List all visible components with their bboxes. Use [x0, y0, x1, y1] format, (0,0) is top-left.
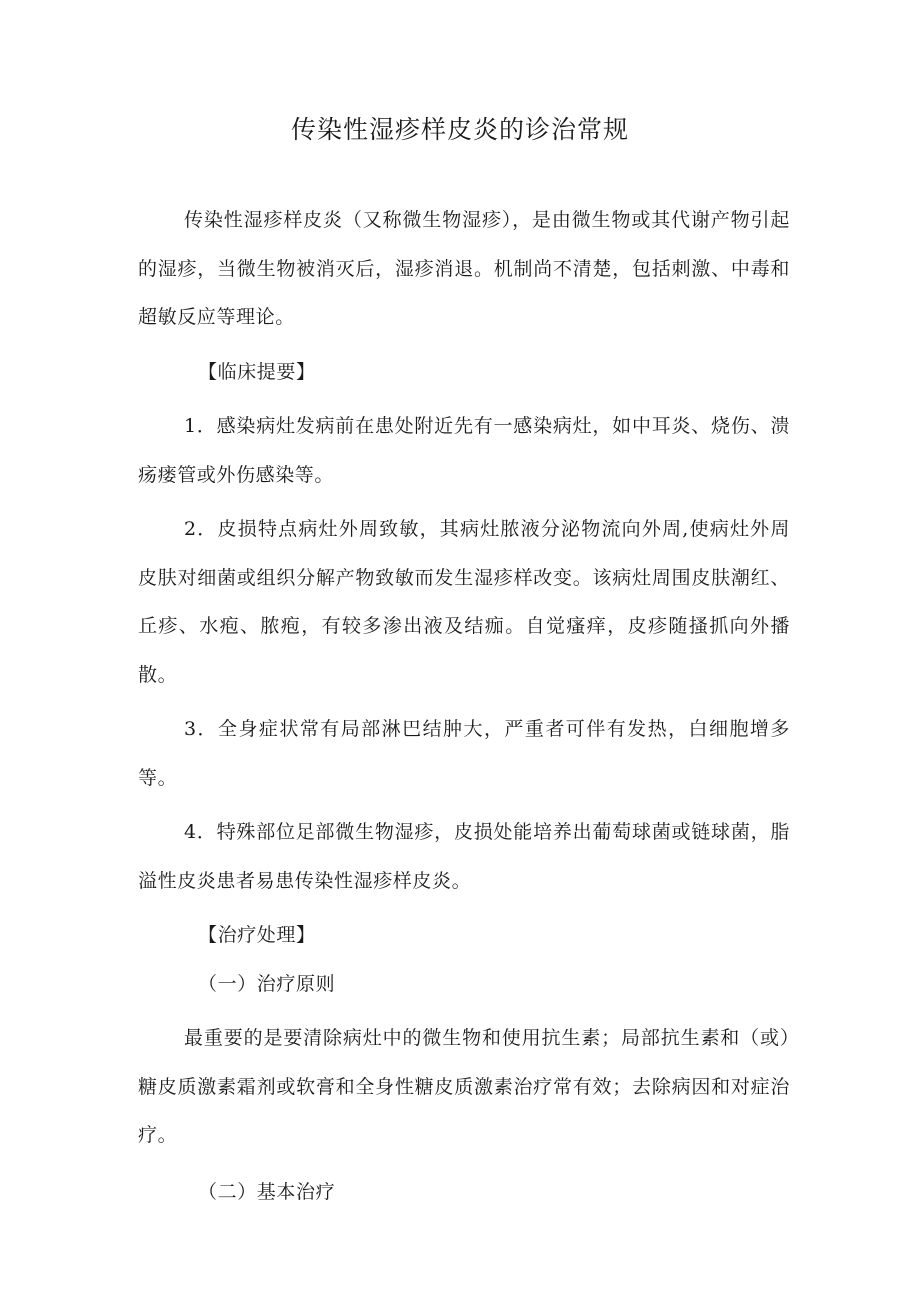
- clinical-item-2: 2．皮损特点病灶外周致敏，其病灶脓液分泌物流向外周,使病灶外周皮肤对细菌或组织分解产物致敏而发生湿疹样改变。该病灶周围皮肤潮红、丘疹、水疱、脓疱，有较多渗出液及结痂。自觉瘙痒，皮疹随搔抓向外播散。: [138, 518, 790, 686]
- clinical-item-1: 1．感染病灶发病前在患处附近先有一感染病灶，如中耳炎、烧伤、溃疡瘘管或外伤感染等。: [138, 415, 790, 486]
- document-body: [138, 196, 790, 1216]
- subsection-title-principles: （一）治疗原则: [198, 972, 336, 995]
- subsection-title-basic-treatment: （二）基本治疗: [198, 1180, 336, 1203]
- section-heading-clinical: 【临床提要】: [198, 360, 316, 383]
- principles-paragraph: 最重要的是要清除病灶中的微生物和使用抗生素；局部抗生素和（或）糖皮质激素霜剂或软膏和全身性糖皮质激素治疗常有效；去除病因和对症治疗。: [138, 1027, 790, 1146]
- clinical-item-4: 4．特殊部位足部微生物湿疹，皮损处能培养出葡萄球菌或链球菌，脂溢性皮炎患者易患传染性湿疹样皮炎。: [138, 821, 790, 892]
- intro-paragraph: 传染性湿疹样皮炎（又称微生物湿疹），是由微生物或其代谢产物引起的湿疹，当微生物被消灭后，湿疹消退。机制尚不清楚，包括刺激、中毒和超敏反应等理论。: [138, 209, 790, 328]
- section-heading-treatment: 【治疗处理】: [198, 924, 316, 946]
- clinical-item-3: 3．全身症状常有局部淋巴结肿大，严重者可伴有发热，白细胞增多等。: [138, 718, 790, 789]
- document-title: 传染性湿疹样皮炎的诊治常规: [290, 115, 629, 144]
